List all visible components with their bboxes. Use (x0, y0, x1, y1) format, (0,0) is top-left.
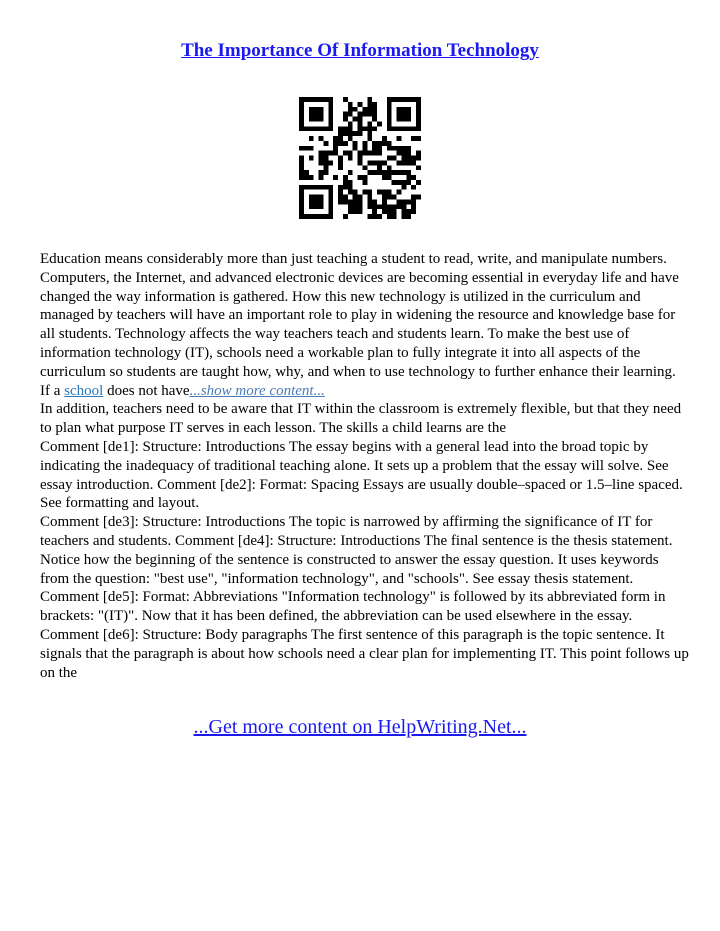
page-title (0, 40, 720, 62)
paragraph-addition: In addition, teachers need to be aware that IT within the classroom is extremely flexible, but that they need to plan what purpose IT serves in each lesson. The skills a child learns are the (40, 401, 682, 437)
essay-body (40, 250, 690, 682)
teaser-mid: does not have (103, 382, 190, 399)
get-more-content-link[interactable]: ...Get more content on HelpWriting.Net... (193, 716, 527, 738)
school-link[interactable]: school (64, 382, 104, 399)
qr-code-icon (299, 97, 421, 219)
paragraph-teaser (40, 382, 690, 401)
teaser-prefix: If a (40, 382, 65, 399)
paragraph-comments-1: Comment [de1]: Structure: Introductions The essay begins with a general lead into the broad topic by indicating the inadequacy of traditional teaching alone. It sets up a problem that the essay will solve. See essay introduction. Comment [de2]: Format: Spacing Essays are usually double–spaced or 1.5–line spaced. See formatting and layout. (40, 438, 683, 512)
show-more-link[interactable]: ...show more content... (189, 382, 325, 399)
paragraph-intro: Education means considerably more than just teaching a student to read, write, and manipulate numbers. Computers, the Internet, and advanced electronic devices are becoming essential in everyday life and have changed the way information is gathered. How this new technology is utilized in the curriculum and managed by teachers will have an important role to play in widening the resource and knowledge base for all students. Technology affects the way teachers teach and students learn. To make the best use of information technology (IT), schools need a workable plan to fully integrate it into all aspects of the curriculum so students are taught how, why, and when to use technology to further enhance their learning. (40, 251, 679, 380)
paragraph-comments-2: Comment [de3]: Structure: Introductions The topic is narrowed by affirming the significance of IT for teachers and students. Comment [de4]: Structure: Introductions The final sentence is the thesis statement. Notice how the beginning of the sentence is constructed to answer the essay question. It uses keywords from the question: "best use", "information technology", and "schools". See essay thesis statement. Comment [de5]: Format: Abbreviations "Information technology" is followed by its abbreviated form in brackets: "(IT)". Now that it has been defined, the abbreviation can be used elsewhere in the essay. Comment [de6]: Structure: Body paragraphs The first sentence of this paragraph is the topic sentence. It signals that the paragraph is about how schools need a clear plan for implementing IT. This point follows up on the (40, 514, 689, 681)
footer (0, 716, 720, 739)
title-link[interactable]: The Importance Of Information Technology (181, 40, 539, 61)
